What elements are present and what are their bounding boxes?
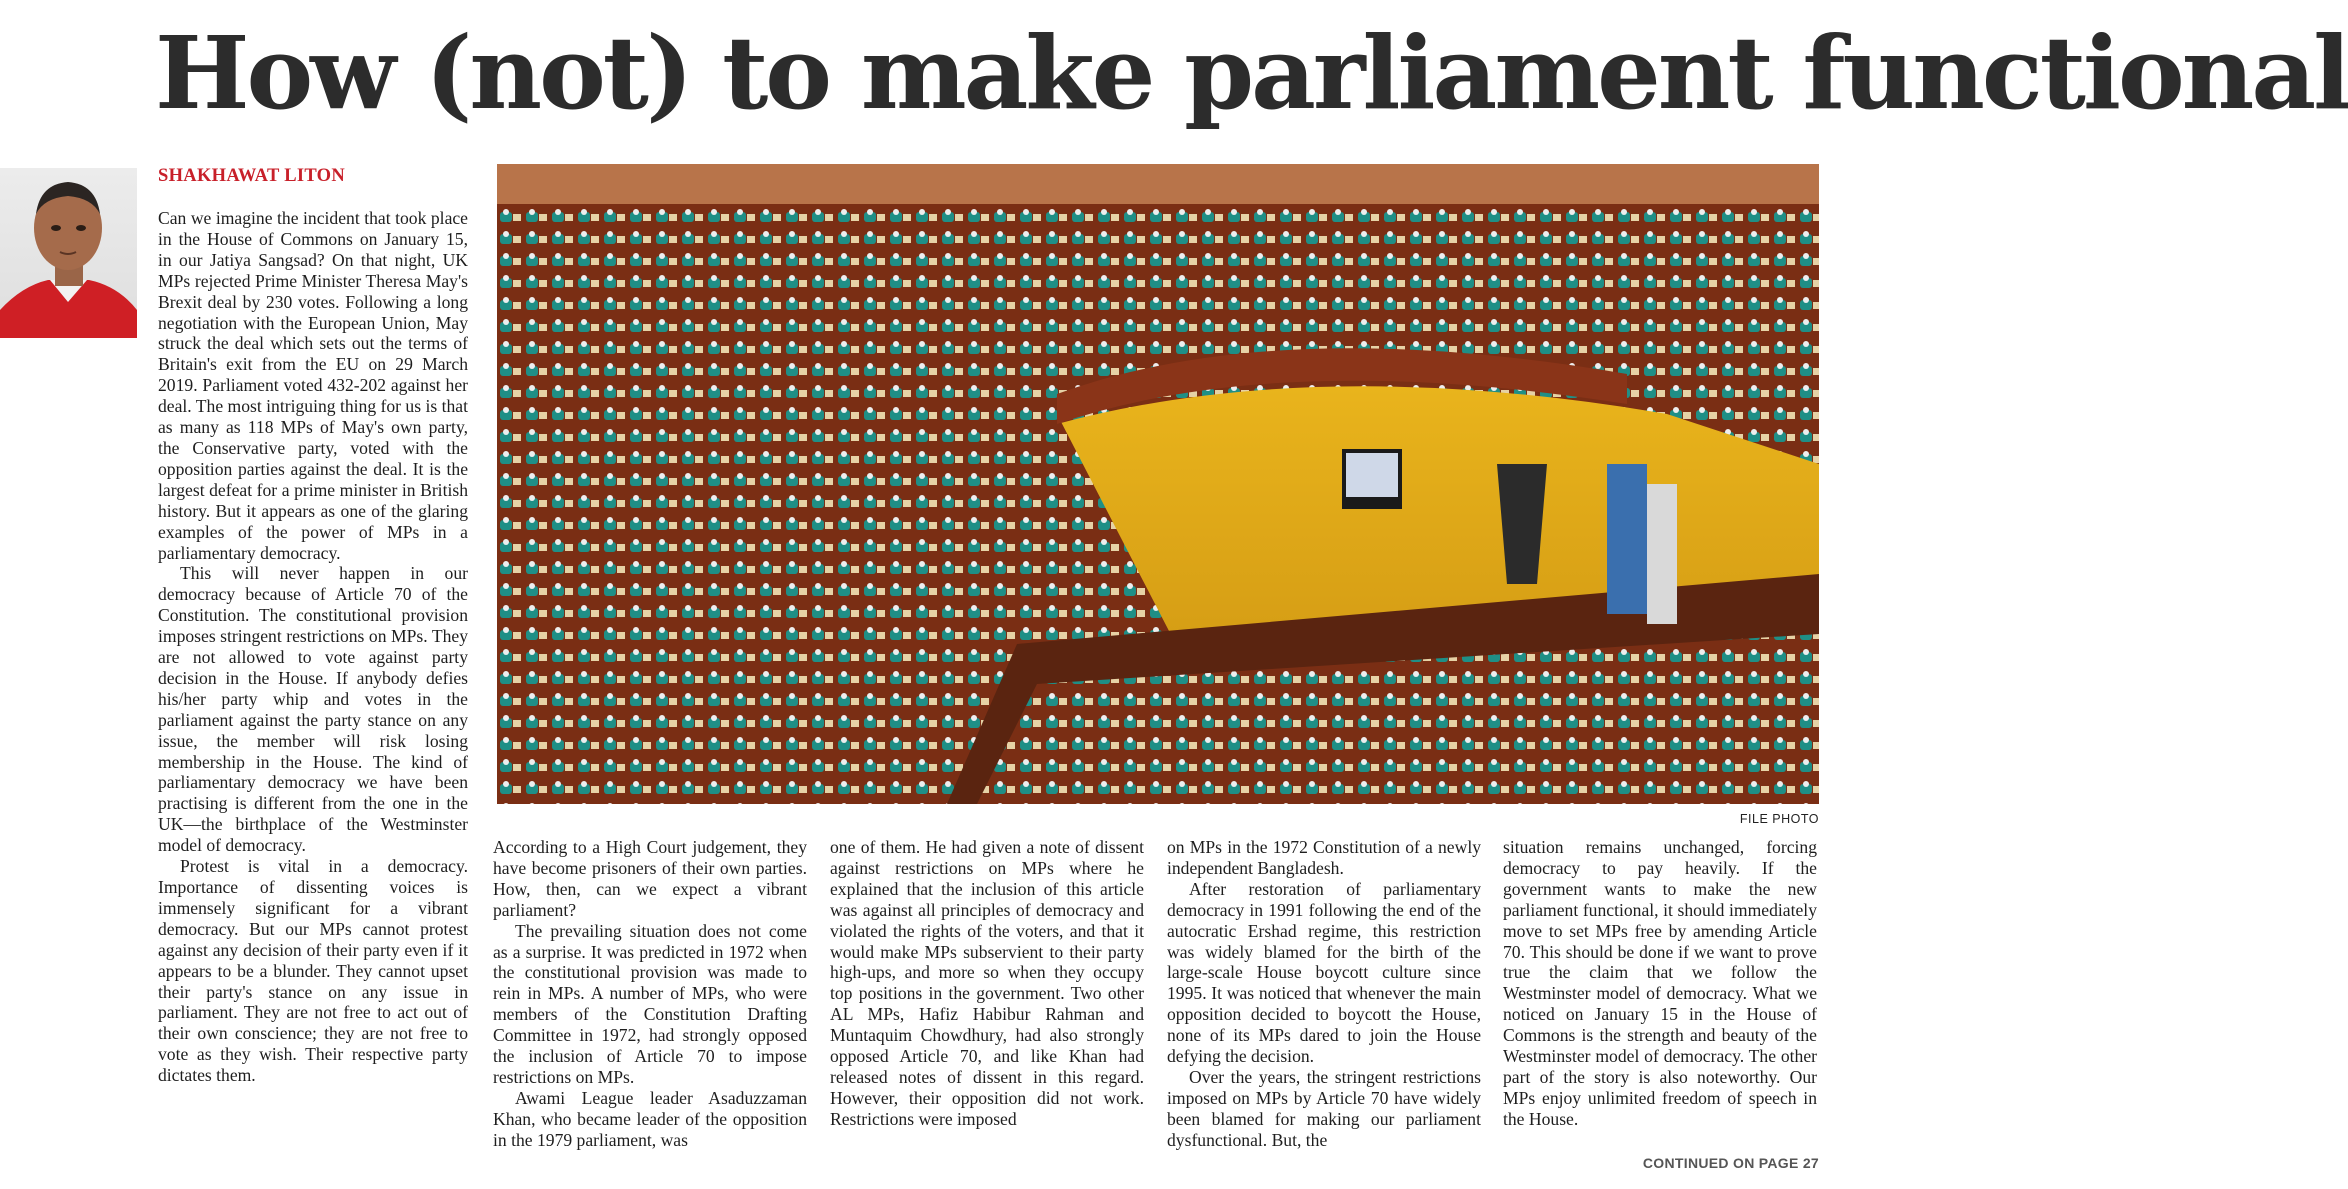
paragraph: situation remains unchanged, forcing democracy to pay heavily. If the government wants to make the new parliament functional, it should immediately move to set MPs free by amending Article 70. This should be done if we want to prove true the claim that we follow the Westminster model of democracy. What we noticed on January 15 in the House of Commons is the strength and beauty of the Westminster model of democracy. The other part of the story is also noteworthy. Our MPs enjoy unlimited freedom of speech in the House. [1503, 837, 1817, 1129]
headline: How (not) to make parliament functional [155, 14, 2348, 132]
paragraph: Over the years, the stringent restrictions imposed on MPs by Article 70 have widely been blamed for making our parliament dysfunctional. But, the [1167, 1066, 1481, 1150]
paragraph: Protest is vital in a democracy. Importance of dissenting voices is immensely significant for a vibrant democracy. But our MPs cannot protest against any decision of their party even if it appears to be a blunder. They cannot upset their party's stance on any issue in parliament. They are not free to act out of their own conscience; they are not free to vote as they wish. Their respective party dictates them. [158, 856, 468, 1086]
article-column-2 [493, 837, 807, 1151]
paragraph: This will never happen in our democracy because of Article 70 of the Constitution. The constitutional provision imposes stringent restrictions on MPs. They are not allowed to vote against party decision in the House. If anybody defies his/her party whip and votes in the parliament against the party stance on any issue, the member will risk losing membership in the House. The kind of parliamentary democracy we have been practising is different from the one in the UK—the birthplace of the Westminster model of democracy. [158, 563, 468, 856]
paragraph: Awami League leader Asaduzzaman Khan, who became leader of the opposition in the 1979 parliament, was [493, 1087, 807, 1150]
author-photo [0, 168, 137, 338]
photo-credit: FILE PHOTO [1739, 812, 1819, 826]
paragraph: on MPs in the 1972 Constitution of a newly independent Bangladesh. [1167, 837, 1481, 878]
paragraph: The prevailing situation does not come as a surprise. It was predicted in 1972 when the constitutional provision was made to rein in MPs. A number of MPs, who were members of the Constitution Drafting Committee in 1972, had strongly opposed the inclusion of Article 70 to impose restrictions on MPs. [493, 920, 807, 1087]
article-column-3 [830, 837, 1144, 1130]
paragraph: According to a High Court judgement, they have become prisoners of their own parties. How, then, can we expect a vibrant parliament? [493, 837, 807, 920]
paragraph: After restoration of parliamentary democracy in 1991 following the end of the autocratic Ershad regime, this restriction was widely blamed for the birth of the large-scale House boycott culture since 1995. It was noticed that whenever the main opposition decided to boycott the House, none of its MPs dared to join the House defying the decision. [1167, 878, 1481, 1067]
article-column-5 [1503, 837, 1817, 1130]
byline: SHAKHAWAT LITON [158, 166, 345, 186]
continued-notice: CONTINUED ON PAGE 27 [1642, 1155, 1819, 1171]
paragraph: Can we imagine the incident that took place in the House of Commons on January 15, in our Jatiya Sangsad? On that night, UK MPs rejected Prime Minister Theresa May's Brexit deal by 230 votes. Following a long negotiation with the European Union, May struck the deal which sets out the terms of Britain's exit from the EU on 29 March 2019. Parliament voted 432-202 against her deal. The most intriguing thing for us is that as many as 118 MPs of May's own party, the Conservative party, voted with the opposition parties against the deal. It is the largest defeat for a prime minister in British history. But it appears as one of the glaring examples of the power of MPs in a parliamentary democracy. [158, 208, 468, 563]
parliament-photo [497, 164, 1819, 804]
article-column-1 [158, 208, 468, 1086]
article-column-4 [1167, 837, 1481, 1151]
paragraph: one of them. He had given a note of dissent against restrictions on MPs where he explained that the inclusion of this article was against all principles of democracy and violated the rights of the voters, and that it would make MPs subservient to their party high-ups, and more so when they occupy top positions in the government. Two other AL MPs, Hafiz Habibur Rahman and Muntaquim Chowdhury, had also strongly opposed Article 70, and like Khan had released notes of dissent in this regard. However, their opposition did not work. Restrictions were imposed [830, 837, 1144, 1129]
